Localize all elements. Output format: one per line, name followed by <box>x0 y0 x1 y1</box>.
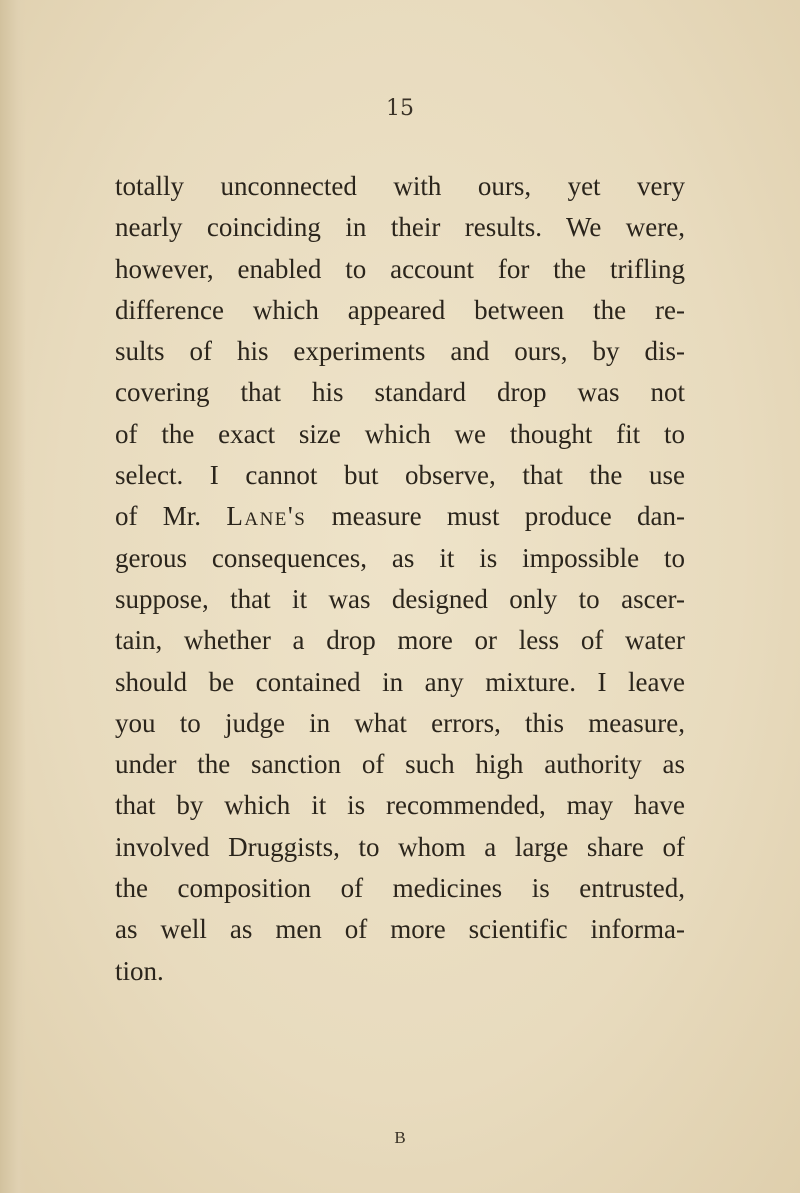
text-line: nearly coinciding in their results. We were, <box>115 212 685 243</box>
text-line: select. I cannot but observe, that the use <box>115 460 685 491</box>
text-fragment: of Mr. <box>115 501 202 532</box>
text-line: however, enabled to account for the trifling <box>115 253 685 284</box>
text-line: covering that his standard drop was not <box>115 377 685 408</box>
text-line: totally unconnected with ours, yet very <box>115 171 685 201</box>
text-line: sults of his experiments and ours, by dis- <box>115 336 685 367</box>
page-edge-shadow <box>0 0 26 1193</box>
text-line: suppose, that it was designed only to ascer- <box>115 583 685 614</box>
text-line: under the sanction of such high authority as <box>115 749 685 780</box>
small-caps-name: Lane's <box>226 501 307 532</box>
text-line: gerous consequences, as it is impossible to <box>115 542 685 573</box>
text-line: that by which it is recommended, may have <box>115 790 685 821</box>
text-line: you to judge in what errors, this measure, <box>115 707 685 738</box>
text-line: as well as men of more scientific informa- <box>115 914 685 945</box>
signature-mark: B <box>394 1128 406 1147</box>
page-number: 15 <box>386 96 414 121</box>
text-line: involved Druggists, to whom a large share of <box>115 831 685 862</box>
text-line: the composition of medicines is entrusted, <box>115 873 685 904</box>
text-line: should be contained in any mixture. I leave <box>115 666 685 697</box>
text-line: tain, whether a drop more or less of water <box>115 625 685 656</box>
text-line: tion. <box>115 955 164 986</box>
text-fragment: measure must produce dan- <box>331 501 685 532</box>
text-line-with-name <box>115 496 685 537</box>
text-line: difference which appeared between the re- <box>115 294 685 325</box>
body-text <box>115 166 685 992</box>
text-line: of the exact size which we thought fit to <box>115 418 685 449</box>
